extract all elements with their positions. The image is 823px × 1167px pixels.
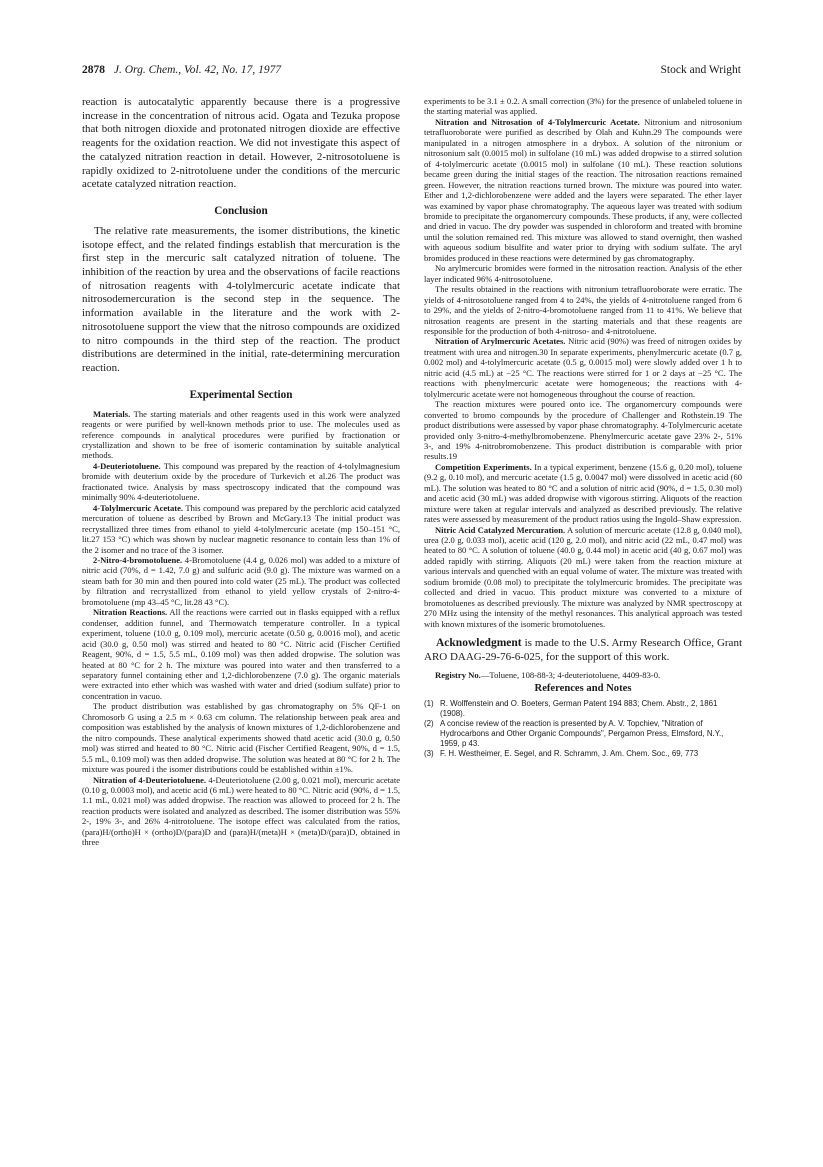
reference-number: (1) [424, 699, 434, 709]
nitration-nitrosation-runin: Nitration and Nitrosation of 4-Tolylmercuric Acetate. [435, 116, 640, 127]
deuteriotoluene-text: This compound was prepared by the reaction of 4-tolylmagnesium bromide with deuterium oxide by the procedure of Turkevich et al.26 The product was fractionated twice. Analysis by mass spectroscopy indicated that the compound was minimally 90% 4-deuteriotoluene. [82, 460, 400, 503]
registry-paragraph [424, 670, 742, 680]
nitrobromotoluene-runin: 2-Nitro-4-bromotoluene. [93, 555, 183, 565]
page-header [82, 64, 741, 80]
nitrobromotoluene-paragraph [82, 555, 400, 607]
materials-paragraph [82, 409, 400, 461]
registry-text: —Toluene, 108-88-3; 4-deuteriotoluene, 4409-83-0. [480, 670, 661, 681]
catalyzed-mercuration-text: A solution of mercuric acetate (12.8 g, 0.040 mol), urea (2.0 g, 0.033 mol), acetic acid (120 g, 2.0 mol), and nitric acid (22 mL, 0.47 mol) was heated to 80 °C. A solution of toluene (40.0 g, 0.44 mol) in acetic acid (40 g, 0.67 mol) was added rapidly with stirring. Aliquots (20 mL) were taken from the reaction mixture at various intervals and quenched with an equal volume of water. The mixture was treated with sodium bromide (0.08 mol) to precipitate the tolylmercuric bromides. The precipitate was collected and dried in vacuo. This product mixture was converted to a mixture of bromotoluenes as described previously. The mixture was analyzed by NMR spectroscopy at 270 MHz using the intensity of the methyl resonances. This analytical approach was tested with known mixtures of the isomeric bromotoluenes. [424, 524, 742, 629]
tolylmercuric-runin: 4-Tolylmercuric Acetate. [93, 502, 184, 513]
arylmercuric-nitration-text: Nitric acid (90%) was freed of nitrogen oxides by treatment with urea and nitrogen.30 In separate experiments, phenylmercuric acetate (0.7 g, 0.002 mol) and 4-tolylmercuric acetate (0.5 g, 0.0015 mol) were slowly added over 1 h to nitric acid (4.5 mL) at −25 °C. The reactions were stirred for 1 or 2 days at −25 °C. The reactions with phenylmercuric acetate were homogeneous; the reactions with 4-tolylmercuric acetate were not homogeneous throughout the course of reaction. [424, 336, 743, 399]
reference-item [424, 749, 742, 759]
journal-citation: J. Org. Chem., Vol. 42, No. 17, 1977 [113, 64, 282, 76]
reference-text: A concise review of the reaction is presented by A. V. Topchiev, "Nitration of Hydrocarbons and Other Organic Compounds", Pergamon Press, Elmsford, N.Y., 1959, p 43. [440, 719, 724, 748]
left-column [82, 96, 400, 848]
results-paragraph: The results obtained in the reactions with nitronium tetrafluoroborate were erratic. The yields of 4-nitrosotoluene ranged from 4 to 24%, the yields of 4-nitrotoluene ranged from 6 to 29%, and the yields of 2-nitro-4-bromotoluene ranged from 11 to 41%. We believe that nitrosation reagents are present in the starting materials and that these reagents are responsible for the production of both 4-nitroso- and 4-nitrotoluene. [424, 284, 742, 336]
reference-text: F. H. Westheimer, E. Segel, and R. Schramm, J. Am. Chem. Soc., 69, 773 [440, 748, 699, 758]
tolylmercuric-text: This compound was prepared by the perchloric acid catalyzed mercuration of toluene as described by Brown and McGary.13 The initial product was recrystallized three times from ethanol to yield 4-tolylmercuric acetate (mp 150–151 °C, lit.27 153 °C) which was shown by nuclear magnetic resonance to contain less than 1% of the 2 isomer and no trace of the 3 isomer. [82, 502, 400, 555]
reference-number: (3) [424, 748, 434, 758]
acknowledgment-runin: Acknowledgment [436, 637, 522, 650]
reference-number: (2) [424, 719, 434, 729]
tolylmercuric-paragraph [82, 503, 400, 555]
nitration-reactions-paragraph [82, 607, 400, 701]
deuteriotoluene-runin: 4-Deuteriotoluene. [93, 460, 161, 471]
references-heading: References and Notes [534, 683, 632, 695]
header-left [82, 64, 281, 76]
no-arylmercuric-paragraph: No arylmercuric bromides were formed in the nitrosation reaction. Analysis of the ether layer indicated 96% 4-nitrosotoluene. [424, 263, 742, 284]
experimental-heading: Experimental Section [189, 388, 293, 401]
reference-item [424, 719, 742, 749]
right-column [424, 96, 742, 759]
acknowledgment-paragraph [424, 637, 742, 664]
continued-paragraph: experiments to be 3.1 ± 0.2. A small correction (3%) for the presence of unlabeled toluene in the starting material was applied. [424, 96, 742, 117]
competition-runin: Competition Experiments. [435, 461, 532, 472]
conclusion-heading: Conclusion [214, 204, 268, 217]
intro-paragraph: reaction is autocatalytic apparently because there is a progressive increase in the concentration of nitrous acid. Ogata and Tezuka propose that both nitrogen dioxide and protonated nitrogen dioxide are effective reagents for the oxidation reaction. We did not investigate this aspect of the catalyzed nitration reaction in detail. However, 2-nitrosotoluene is rapidly oxidized to 2-nitrotoluene under the conditions of the mercuric acetate catalyzed nitration reaction. [82, 96, 400, 191]
reference-item [424, 699, 742, 719]
materials-text: The starting materials and other reagents used in this work were analyzed reagents or were purified by well-known methods prior to use. The molecules used as reference compounds in analytical procedures were purified by fractionation or crystallization and shown to be free of isomeric contamination by suitable analytical methods. [82, 408, 400, 461]
page-number: 2878 [82, 64, 105, 76]
arylmercuric-nitration-runin: Nitration of Arylmercuric Acetates. [435, 336, 566, 347]
acknowledgment-text: is made to the U.S. Army Research Office, Grant ARO DAAG-29-76-6-025, for the support of this work. [424, 637, 743, 663]
nitrobromotoluene-text: 4-Bromotoluene (4.4 g, 0.026 mol) was added to a mixture of nitric acid (70%, d = 1.42, 7.0 g) and sulfuric acid (9.0 g). The mixture was warmed on a steam bath for 30 min and then poured into cold water (25 mL). The product was collected by filtration and recrystallized from ethanol to yield yellow crystals of 2-nitro-4-bromotoluene (mp 43–45 °C, lit.28 43 °C). [82, 555, 400, 607]
catalyzed-mercuration-runin: Nitric Acid Catalyzed Mercuration. [435, 524, 566, 535]
nitration-reactions-runin: Nitration Reactions. [93, 607, 168, 618]
competition-text: In a typical experiment, benzene (15.6 g, 0.20 mol), toluene (9.2 g, 0.10 mol), and mercuric acetate (1.5 g, 0.0047 mol) were dissolved in acetic acid (60 mL). The solution was heated to 80 °C and a solution of nitric acid (90%, d = 1.5, 0.30 mol) and acetic acid (30 mL) was added dropwise with vigorous stirring. Aliquots of the reaction mixture were taken at regular intervals and analyzed as described previously. The relative rates were assessed by measurement of the product ratios using the Ingold–Shaw expression. [424, 461, 742, 525]
materials-runin: Materials. [93, 408, 131, 419]
registry-runin: Registry No. [435, 670, 481, 681]
nitration-deuteriotoluene-text: 4-Deuteriotoluene (2.00 g, 0.021 mol), mercuric acetate (0.10 g, 0.0003 mol), and acetic acid (6 mL) were heated to 80 °C. Nitric acid (90%, d = 1.5, 1.1 mL, 0.021 mol) was added dropwise. The reaction was allowed to proceed for 2 h. The reaction products were isolated and analyzed as described. The isomer distribution was 55% 2-, 19% 3-, and 26% 4-nitrotoluene. The isotope effect was calculated from the ratios, (para)H/(ortho)H × (ortho)D/(para)D and (para)H/(meta)H × (meta)D/(para)D, obtained in three [82, 774, 400, 848]
arylmercuric-nitration-paragraph [424, 336, 742, 399]
product-distribution-paragraph: The product distribution was established by gas chromatography on 5% QF-1 on Chromosorb G using a 2.5 m × 0.63 cm column. The relationship between peak area and composition was established by the analysis of known mixtures of 1,2-dichlorobenzene and the nitro compounds. These analytical experiments showed thatd acetic acid (30.0 g, 0.50 mol) was stirred and heated to 80 °C. Nitric acid (Fischer Certified Reagent, 90%, d = 1.5, 5.5 mL, 0.109 mol) was then added dropwise. The solution was heated at 80 °C for 2 h. The mixture was poured i the isomer distributions could be established within ±1%. [82, 701, 400, 775]
conclusion-paragraph: The relative rate measurements, the isomer distributions, the kinetic isotope effect, and the related findings establish that mercuration is the first step in the mercuric salt catalyzed nitration of toluene. The inhibition of the reaction by urea and the observations of facile reactions of nitrosation reagents with 4-tolylmercuric acetate indicate that nitrosodemercuration is the second step in the sequence. The information available in the literature and the work with 2-nitrosotoluene support the view that the nitroso compounds are oxidized to nitro compounds in the third step of the reaction. The product distributions are determined in the initial, rate-determining mercuration reaction. [82, 224, 400, 374]
reference-text: R. Wolffenstein and O. Boeters, German Patent 194 883; Chem. Abstr., 2, 1861 (1908). [440, 699, 718, 719]
nitration-deuteriotoluene-runin: Nitration of 4-Deuteriotoluene. [93, 774, 207, 785]
deuteriotoluene-paragraph [82, 461, 400, 503]
nitration-nitrosation-paragraph [424, 117, 742, 263]
nitration-nitrosation-text: Nitronium and nitrosonium tetrafluoroborate were purified as described by Olah and Kuhn.29 The compounds were manipulated in a nitrogen atmosphere in a drybox. A solution of the nitronium or nitrosonium salt (0.0015 mol) in sulfolane (10 mL) was added dropwise to a stirred solution of 4-tolylmercuric acetate (0.0015 mol) in sulfolane (10 mL). These reaction solutions became green during the initial stages of the reaction. The nitrosation reactions remained green. However, the nitration reactions turned brown. The mixture was poured into water. Ether and 1,2-dichlorobenzene were added and the layers were separated. The ether layer was examined by vapor phase chromatography. The aqueous layer was treated with sodium bromide to precipitate the organomercury compounds. These products, if any, were collected and dried in vacuo. The dry powder was suspended in chloroform and treated with bromine until the solution remained red. This mixture was allowed to stand overnight, then washed with aqueous sodium bisulfite and water prior to drying with sodium sulfate. The aryl bromides produced in these reactions were determined by gas chromatography. [424, 116, 742, 263]
references-list [424, 699, 742, 758]
nitration-deuteriotoluene-paragraph [82, 775, 400, 848]
running-authors: Stock and Wright [660, 64, 741, 76]
nitration-reactions-text: All the reactions were carried out in flasks equipped with a reflux condenser, addition funnel, and Thermowatch temperature controller. In a typical experiment, toluene (10.0 g, 0.109 mol), mercuric acetate (0.50 g, 0.0016 mol), and acetic acid (30.0 g, 0.50 mol) was stirred and heated to 80 °C. Nitric acid (Fischer Certified Reagent, 90%, d = 1.5, 5.5 mL, 0.109 mol) was then added dropwise. The solution was heated at 80 °C for 2 h. The mixture was poured into water and then transferred to a separatory funnel containing ether and 1,2-dichlorobenzene (7.0 g). The organic materials were extracted into ether which was washed with water and dried (sodium sulfate) prior to concentration in vacuo. [82, 607, 401, 701]
reaction-mixtures-paragraph: The reaction mixtures were poured onto ice. The organomercury compounds were converted to bromo compounds by the procedure of Challenger and Rothstein.19 The product distributions were assessed by vapor phase chromatography. 4-Tolylmercuric acetate provided only 3-nitro-4-methylbromobenzene. Phenylmercuric acetate gave 23% 2-, 51% 3-, and 19% 4-nitrobromobenzene. This product distribution is comparable with prior results.19 [424, 399, 742, 462]
catalyzed-mercuration-paragraph [424, 525, 742, 630]
competition-paragraph [424, 462, 742, 525]
